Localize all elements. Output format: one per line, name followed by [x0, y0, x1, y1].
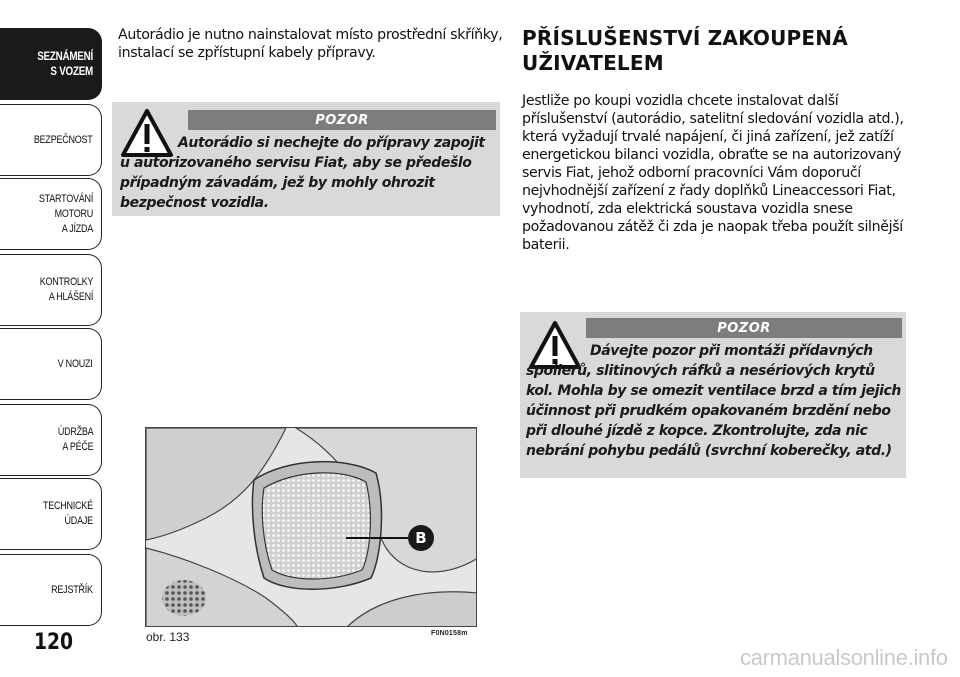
tab-label: KONTROLKY A HLÁŠENÍ — [39, 276, 93, 303]
tab-startovani-motoru[interactable] — [0, 178, 102, 250]
intro-paragraph: Autorádio je nutno nainstalovat místo prostřední skříňky, instalací se zpřístupní kabely přípravy. — [118, 27, 503, 61]
section-heading: PŘÍSLUŠENSTVÍ ZAKOUPENÁ UŽIVATELEM — [522, 26, 848, 75]
warning-title: POZOR — [586, 318, 902, 338]
tab-label: ÚDRŽBA A PÉČE — [57, 426, 93, 453]
warning-title: POZOR — [188, 110, 496, 130]
warning-box-radio — [112, 102, 500, 216]
tab-bezpecnost[interactable] — [0, 104, 102, 176]
tab-kontrolky[interactable] — [0, 254, 102, 326]
warning-text: Autorádio si nechejte do přípravy zapojit u autorizovaného servisu Fiat, aby se předešlo případným závadám, jež by mohly ohrozit bezpečnost vozidla. — [120, 135, 485, 211]
tab-label: TECHNICKÉ ÚDAJE — [43, 500, 93, 527]
tab-label: BEZPEČNOST — [34, 133, 93, 146]
tab-udrzba[interactable] — [0, 404, 102, 476]
tab-label: STARTOVÁNÍ MOTORU A JÍZDA — [38, 192, 93, 235]
figure-radio-panel — [145, 427, 477, 627]
accessories-paragraph: Jestliže po koupi vozidla chcete instalovat další příslušenství (autorádio, satelitní sledování vozidla atd.), která vyžadují trvalé napájení, či jiná zařízení, jež zatíží energetickou bilanci vozidla, obraťte se na autorizovaný servis Fiat, jehož odborní pracovníci Vám doporučí nejvhodnější zařízení z řady doplňků Lineaccessori Fiat, vyhodnotí, zda elektrická soustava vozidla snese požadovanou zátěž či zda je naopak třeba použít silnější baterii. — [522, 93, 904, 253]
tab-label: REJSTŘÍK — [51, 583, 93, 596]
watermark: carmanualsonline.info — [740, 645, 948, 670]
warning-box-brakes — [520, 312, 906, 478]
tab-label: V NOUZI — [58, 357, 93, 370]
callout-label: B — [415, 529, 427, 547]
tab-rejstrik[interactable] — [0, 554, 102, 626]
figure-code: F0N0158m — [431, 630, 468, 637]
tab-v-nouzi[interactable] — [0, 328, 102, 400]
page-number: 120 — [34, 630, 74, 655]
tab-label: SEZNÁMENÍ S VOZEM — [37, 49, 93, 78]
tab-technicke-udaje[interactable] — [0, 478, 102, 550]
figure-caption: obr. 133 — [146, 630, 190, 644]
warning-text: Dávejte pozor při montáži přídavných spoilerů, slitinových ráfků a nesériových krytů kol. Mohla by se omezit ventilace brzd a tím jejich účinnost při prudkém opakovaném brzdění nebo při dlouhé jízdě z kopce. Zkontrolujte, zda nic nebrání pohybu pedálů (svrchní koberečky, atd.) — [526, 343, 901, 459]
tab-seznameni-s-vozem[interactable] — [0, 28, 102, 100]
callout-b-marker — [408, 525, 434, 551]
